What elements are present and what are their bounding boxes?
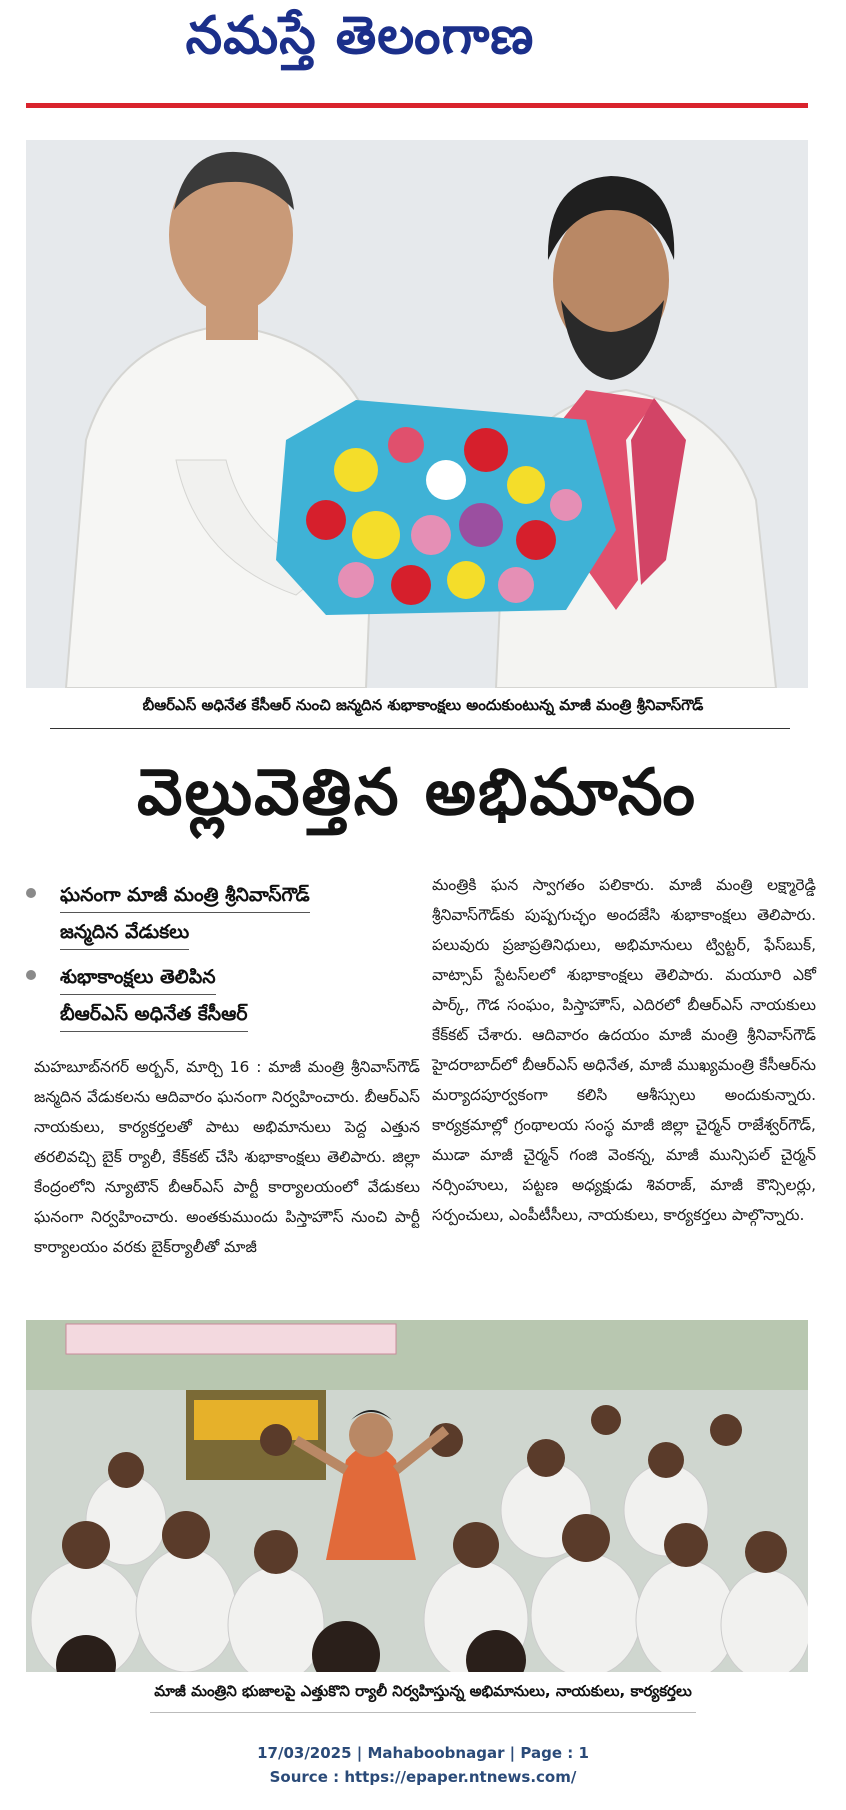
- top-photo: [26, 140, 808, 688]
- article-bullets: [26, 878, 421, 1042]
- bullet-item: [26, 960, 421, 1034]
- bullet-item: [26, 878, 421, 952]
- article-column-2: [432, 870, 816, 1230]
- bullet-line: శుభాకాంక్షలు తెలిపిన: [60, 960, 216, 995]
- masthead-divider: [26, 103, 808, 108]
- photo-kcr-bouquet-icon: [26, 140, 808, 688]
- photo-crowd-rally-icon: [26, 1320, 808, 1672]
- bullet-line: జన్మదిన వేడుకలు: [60, 915, 189, 950]
- caption-underline: [50, 728, 790, 729]
- bottom-photo-caption: మాజీ మంత్రిని భుజాలపై ఎత్తుకొని ర్యాలీ నిర్వహిస్తున్న అభిమానులు, నాయకులు, కార్యకర్తలు: [154, 1682, 692, 1700]
- article-headline: వెల్లువెత్తిన అభిమానం: [137, 756, 697, 830]
- bottom-photo: [26, 1320, 808, 1672]
- masthead-title: నమస్తే తెలంగాణ: [185, 6, 535, 66]
- bullet-icon: [26, 970, 36, 980]
- footer-source-link[interactable]: Source : https://epaper.ntnews.com/: [269, 1768, 577, 1786]
- article-paragraph: మహబూబ్‌నగర్ అర్బన్, మార్చి 16 : మాజీ మంత్రి శ్రీనివాస్‌గౌడ్ జన్మదిన వేడుకలను ఆదివారం ఘనంగా నిర్వహించారు. బీఆర్ఎస్ నాయకులు, కార్యకర్తలతో పాటు అభిమానులు పెద్ద ఎత్తున తరలివచ్చి బైక్ ర్యాలీ, కేక్‌కట్ చేసి శుభాకాంక్షలు తెలిపారు. జిల్లా కేంద్రంలోని న్యూటౌన్ బీఆర్ఎస్ పార్టీ కార్యాలయంలో వేడుకలు ఘనంగా నిర్వహించారు. అంతకుముందు పిస్తాహౌస్ నుంచి పార్టీ కార్యాలయం వరకు బైక్‌ర్యాలీతో మాజీ: [34, 1058, 420, 1256]
- footer-edition-info: 17/03/2025 | Mahaboobnagar | Page : 1: [257, 1744, 589, 1762]
- bullet-line: ఘనంగా మాజీ మంత్రి శ్రీనివాస్‌గౌడ్: [60, 878, 310, 913]
- article-column-1: [34, 1052, 420, 1262]
- footer-divider: [150, 1712, 696, 1713]
- bullet-icon: [26, 888, 36, 898]
- top-photo-caption: బీఆర్ఎస్ అధినేత కేసీఆర్ నుంచి జన్మదిన శుభాకాంక్షలు అందుకుంటున్న మాజీ మంత్రి శ్రీనివాస్‌గౌడ్: [142, 696, 704, 714]
- bullet-line: బీఆర్ఎస్ అధినేత కేసీఆర్: [60, 997, 248, 1032]
- article-paragraph: మంత్రికి ఘన స్వాగతం పలికారు. మాజీ మంత్రి లక్ష్మారెడ్డి శ్రీనివాస్‌గౌడ్‌కు పుష్పగుచ్ఛం అందజేసి శుభాకాంక్షలు తెలిపారు. పలువురు ప్రజాప్రతినిధులు, అభిమానులు ట్విట్టర్, ఫేస్‌బుక్, వాట్సాప్ స్టేటస్‌లలో శుభాకాంక్షలు తెలిపారు. మయూరి ఎకో పార్క్, గౌడ సంఘం, పిస్తాహౌస్, ఎదిరలో బీఆర్ఎస్ నాయకులు కేక్‌కట్ చేశారు. ఆదివారం ఉదయం మాజీ మంత్రి శ్రీనివాస్‌గౌడ్ హైదరాబాద్‌లో బీఆర్ఎస్ అధినేత, మాజీ ముఖ్యమంత్రి కేసీఆర్‌ను మర్యాదపూర్వకంగా కలిసి ఆశీస్సులు అందుకున్నారు. కార్యక్రమాల్లో గ్రంథాలయ సంస్థ మాజీ జిల్లా చైర్మన్ రాజేశ్వర్‌గౌడ్, ముడా మాజీ చైర్మన్ గంజి వెంకన్న, మాజీ మున్సిపల్ చైర్మన్ నర్సింహులు, పట్టణ అధ్యక్షుడు శివరాజ్, మాజీ కౌన్సిలర్లు, సర్పంచులు, ఎంపీటీసీలు, నాయకులు, కార్యకర్తలు పాల్గొన్నారు.: [432, 876, 816, 1224]
